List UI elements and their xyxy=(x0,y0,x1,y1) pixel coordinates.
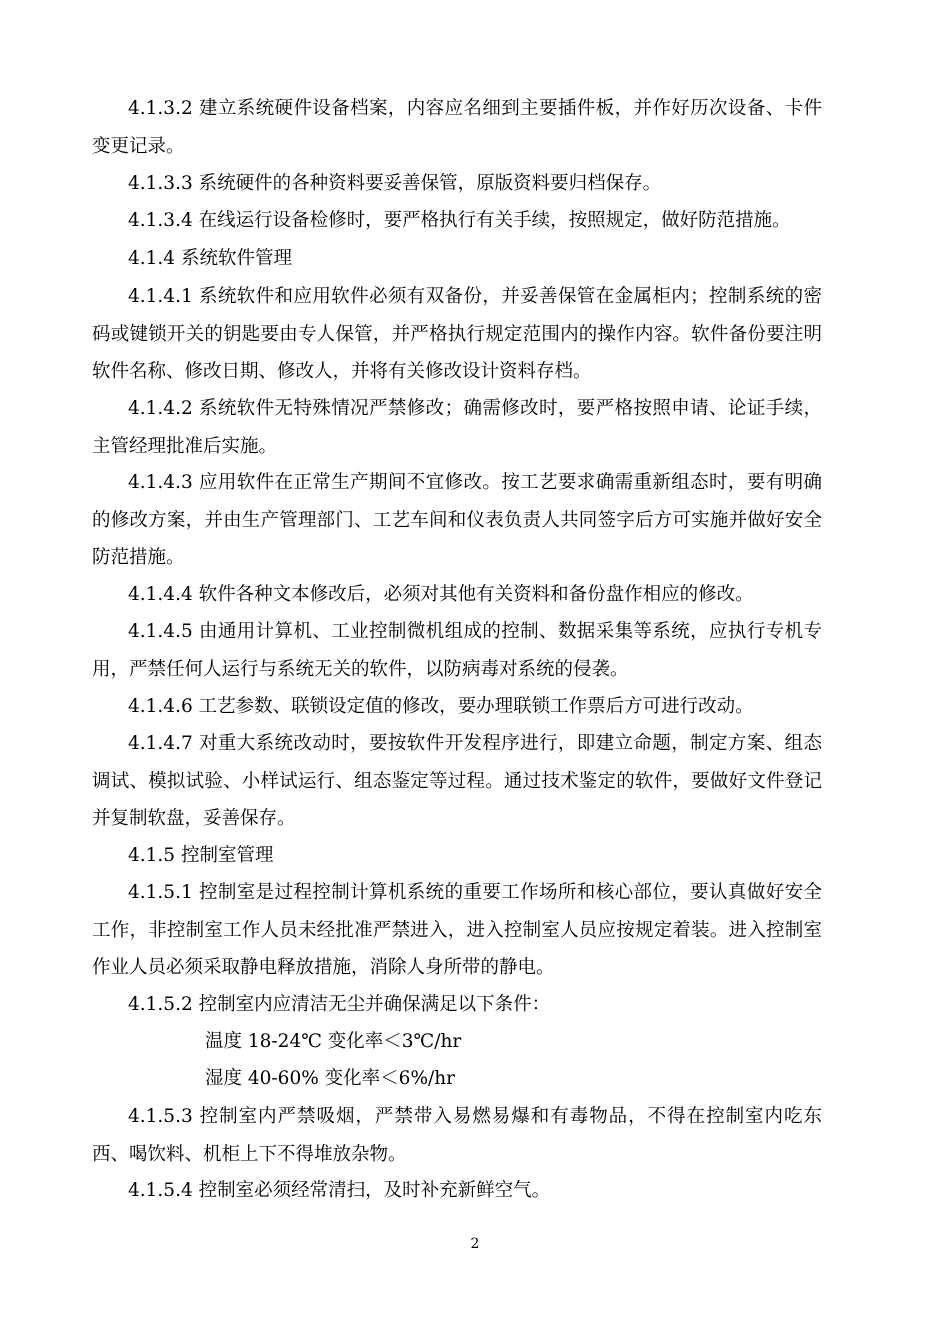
paragraph-4-1-3-2: 4.1.3.2 建立系统硬件设备档案，内容应名细到主要插件板，并作好历次设备、卡件变更记录。 xyxy=(92,98,822,157)
paragraph-4-1-5-3: 4.1.5.3 控制室内严禁吸烟，严禁带入易燃易爆和有毒物品，不得在控制室内吃东西、喝饮料、机柜上下不得堆放杂物。 xyxy=(92,1106,822,1165)
paragraph-4-1-3-4: 4.1.3.4 在线运行设备检修时，要严格执行有关手续，按照规定，做好防范措施。 xyxy=(128,210,791,231)
humidity-condition: 湿度 40-60% 变化率＜6%/hr xyxy=(205,1068,456,1089)
paragraph-4-1-4-3: 4.1.4.3 应用软件在正常生产期间不宜修改。按工艺要求确需重新组态时，要有明确的修改方案，并由生产管理部门、工艺车间和仪表负责人共同签字后方可实施并做好安全防范措施。 xyxy=(92,472,822,568)
section-heading-4-1-4: 4.1.4 系统软件管理 xyxy=(128,248,292,269)
paragraph-4-1-4-5: 4.1.4.5 由通用计算机、工业控制微机组成的控制、数据采集等系统，应执行专机专用，严禁任何人运行与系统无关的软件，以防病毒对系统的侵袭。 xyxy=(92,621,822,680)
paragraph-4-1-3-3: 4.1.3.3 系统硬件的各种资料要妥善保管，原版资料要归档保存。 xyxy=(128,173,662,194)
paragraph-4-1-4-7: 4.1.4.7 对重大系统改动时，要按软件开发程序进行，即建立命题，制定方案、组态调试、模拟试验、小样试运行、组态鉴定等过程。通过技术鉴定的软件，要做好文件登记并复制软盘，妥善保存。 xyxy=(92,733,822,829)
paragraph-4-1-4-4: 4.1.4.4 软件各种文本修改后，必须对其他有关资料和备份盘作相应的修改。 xyxy=(128,584,754,605)
paragraph-4-1-4-2: 4.1.4.2 系统软件无特殊情况严禁修改；确需修改时，要严格按照申请、论证手续，主管经理批准后实施。 xyxy=(92,398,822,457)
paragraph-4-1-5-2: 4.1.5.2 控制室内应清洁无尘并确保满足以下条件： xyxy=(128,994,551,1015)
paragraph-4-1-5-1: 4.1.5.1 控制室是过程控制计算机系统的重要工作场所和核心部位，要认真做好安全工作，非控制室工作人员未经批准严禁进入，进入控制室人员应按规定着装。进入控制室作业人员必须采取静电释放措施，消除人身所带的静电。 xyxy=(92,882,822,978)
paragraph-4-1-5-4: 4.1.5.4 控制室必须经常清扫，及时补充新鲜空气。 xyxy=(128,1180,551,1201)
section-heading-4-1-5: 4.1.5 控制室管理 xyxy=(128,845,274,866)
paragraph-4-1-4-6: 4.1.4.6 工艺参数、联锁设定值的修改，要办理联锁工作票后方可进行改动。 xyxy=(128,696,754,717)
temperature-condition: 温度 18-24℃ 变化率＜3℃/hr xyxy=(205,1031,462,1052)
paragraph-4-1-4-1: 4.1.4.1 系统软件和应用软件必须有双备份，并妥善保管在金属柜内；控制系统的密码或键锁开关的钥匙要由专人保管，并严格执行规定范围内的操作内容。软件备份要注明软件名称、修改日期、修改人，并将有关修改设计资料存档。 xyxy=(92,286,822,382)
page-number: 2 xyxy=(470,1236,480,1252)
